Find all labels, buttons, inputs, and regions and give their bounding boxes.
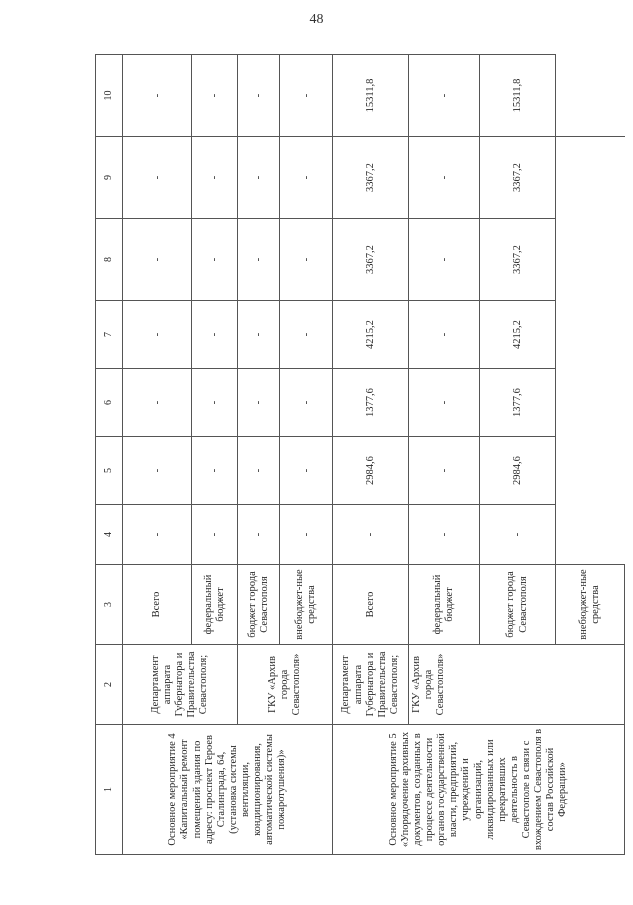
value-cell — [556, 301, 625, 369]
value-cell: - — [192, 437, 238, 505]
funding-source: внебюджет-ные средства — [280, 565, 333, 645]
value-cell: - — [409, 301, 480, 369]
value-cell: - — [192, 369, 238, 437]
value-cell: 3367,2 — [333, 219, 409, 301]
value-cell: - — [192, 137, 238, 219]
value-cell: - — [123, 55, 192, 137]
value-cell: - — [123, 505, 192, 565]
value-cell: 1377,6 — [480, 369, 556, 437]
value-cell: 3367,2 — [480, 219, 556, 301]
funding-source: внебюджет-ные средства — [556, 565, 625, 645]
value-cell: - — [192, 219, 238, 301]
value-cell: - — [409, 55, 480, 137]
value-cell: - — [409, 369, 480, 437]
measure-5-name: Основное мероприятие 5 «Упорядочение архивных документов, созданных в процессе деятельности органов государственной власти, предприятий, учреждений и организаций, ликвидированных или прекративших деятельность в Севастополе в связи с вхождением Севастополя в состав Российской Федерации» — [333, 725, 625, 855]
value-cell: - — [192, 301, 238, 369]
measure-4-name: Основное мероприятие 4 «Капитальный ремонт помещений здания по адресу: проспект Героев Сталинграда, 64, (установка системы вентиляции, кондиционирования, автоматической системы пожаротушения)» — [123, 725, 333, 855]
value-cell: 1377,6 — [333, 369, 409, 437]
value-cell: - — [280, 219, 333, 301]
col-header: 10 — [96, 55, 123, 137]
measure-5-executor-1: Департамент аппарата Губернатора и Правительства Севастополя; — [333, 645, 409, 725]
value-cell: 2984,6 — [480, 437, 556, 505]
col-header: 4 — [96, 505, 123, 565]
value-cell: 15311,8 — [480, 55, 556, 137]
funding-source: Всего — [333, 565, 409, 645]
funding-source: федеральный бюджет — [192, 565, 238, 645]
value-cell — [556, 369, 625, 437]
value-cell: 15311,8 — [333, 55, 409, 137]
value-cell — [556, 137, 625, 219]
measure-4-executor-2: ГКУ «Архив города Севастополя» — [237, 645, 332, 725]
value-cell: - — [123, 301, 192, 369]
value-cell: - — [280, 137, 333, 219]
value-cell: - — [280, 55, 333, 137]
value-cell: - — [192, 505, 238, 565]
funding-source: Всего — [123, 565, 192, 645]
page-number: 48 — [309, 12, 324, 27]
value-cell: - — [123, 219, 192, 301]
value-cell: - — [409, 137, 480, 219]
budget-table-rotated — [95, 55, 625, 855]
value-cell: - — [280, 437, 333, 505]
value-cell — [556, 55, 625, 137]
budget-table — [95, 54, 625, 855]
value-cell: - — [480, 505, 556, 565]
funding-source: бюджет города Севастополя — [237, 565, 280, 645]
col-header: 5 — [96, 437, 123, 505]
value-cell: - — [237, 437, 280, 505]
table-row — [123, 55, 192, 855]
funding-source: бюджет города Севастополя — [480, 565, 556, 645]
value-cell: - — [237, 505, 280, 565]
value-cell: - — [237, 301, 280, 369]
value-cell: - — [123, 369, 192, 437]
value-cell: - — [333, 505, 409, 565]
value-cell — [556, 437, 625, 505]
value-cell: - — [123, 137, 192, 219]
value-cell: - — [237, 219, 280, 301]
value-cell: 2984,6 — [333, 437, 409, 505]
value-cell: - — [409, 219, 480, 301]
col-header: 8 — [96, 219, 123, 301]
funding-source: федеральный бюджет — [409, 565, 480, 645]
value-cell: - — [237, 369, 280, 437]
value-cell: - — [237, 55, 280, 137]
measure-5-executor-2: ГКУ «Архив города Севастополя» — [409, 645, 625, 725]
value-cell: - — [409, 437, 480, 505]
col-header: 3 — [96, 565, 123, 645]
value-cell: 3367,2 — [480, 137, 556, 219]
measure-4-executor-1: Департамент аппарата Губернатора и Правительства Севастополя; — [123, 645, 238, 725]
value-cell: - — [123, 437, 192, 505]
value-cell: - — [280, 301, 333, 369]
value-cell: 4215,2 — [333, 301, 409, 369]
value-cell — [556, 219, 625, 301]
value-cell: - — [237, 137, 280, 219]
col-header: 7 — [96, 301, 123, 369]
header-row — [96, 55, 123, 855]
col-header: 2 — [96, 645, 123, 725]
value-cell: - — [280, 369, 333, 437]
value-cell: - — [192, 55, 238, 137]
table-row — [333, 55, 409, 855]
col-header: 6 — [96, 369, 123, 437]
value-cell: - — [280, 505, 333, 565]
value-cell: 3367,2 — [333, 137, 409, 219]
col-header: 1 — [96, 725, 123, 855]
col-header: 9 — [96, 137, 123, 219]
value-cell: - — [409, 505, 480, 565]
value-cell: 4215,2 — [480, 301, 556, 369]
value-cell — [556, 505, 625, 565]
